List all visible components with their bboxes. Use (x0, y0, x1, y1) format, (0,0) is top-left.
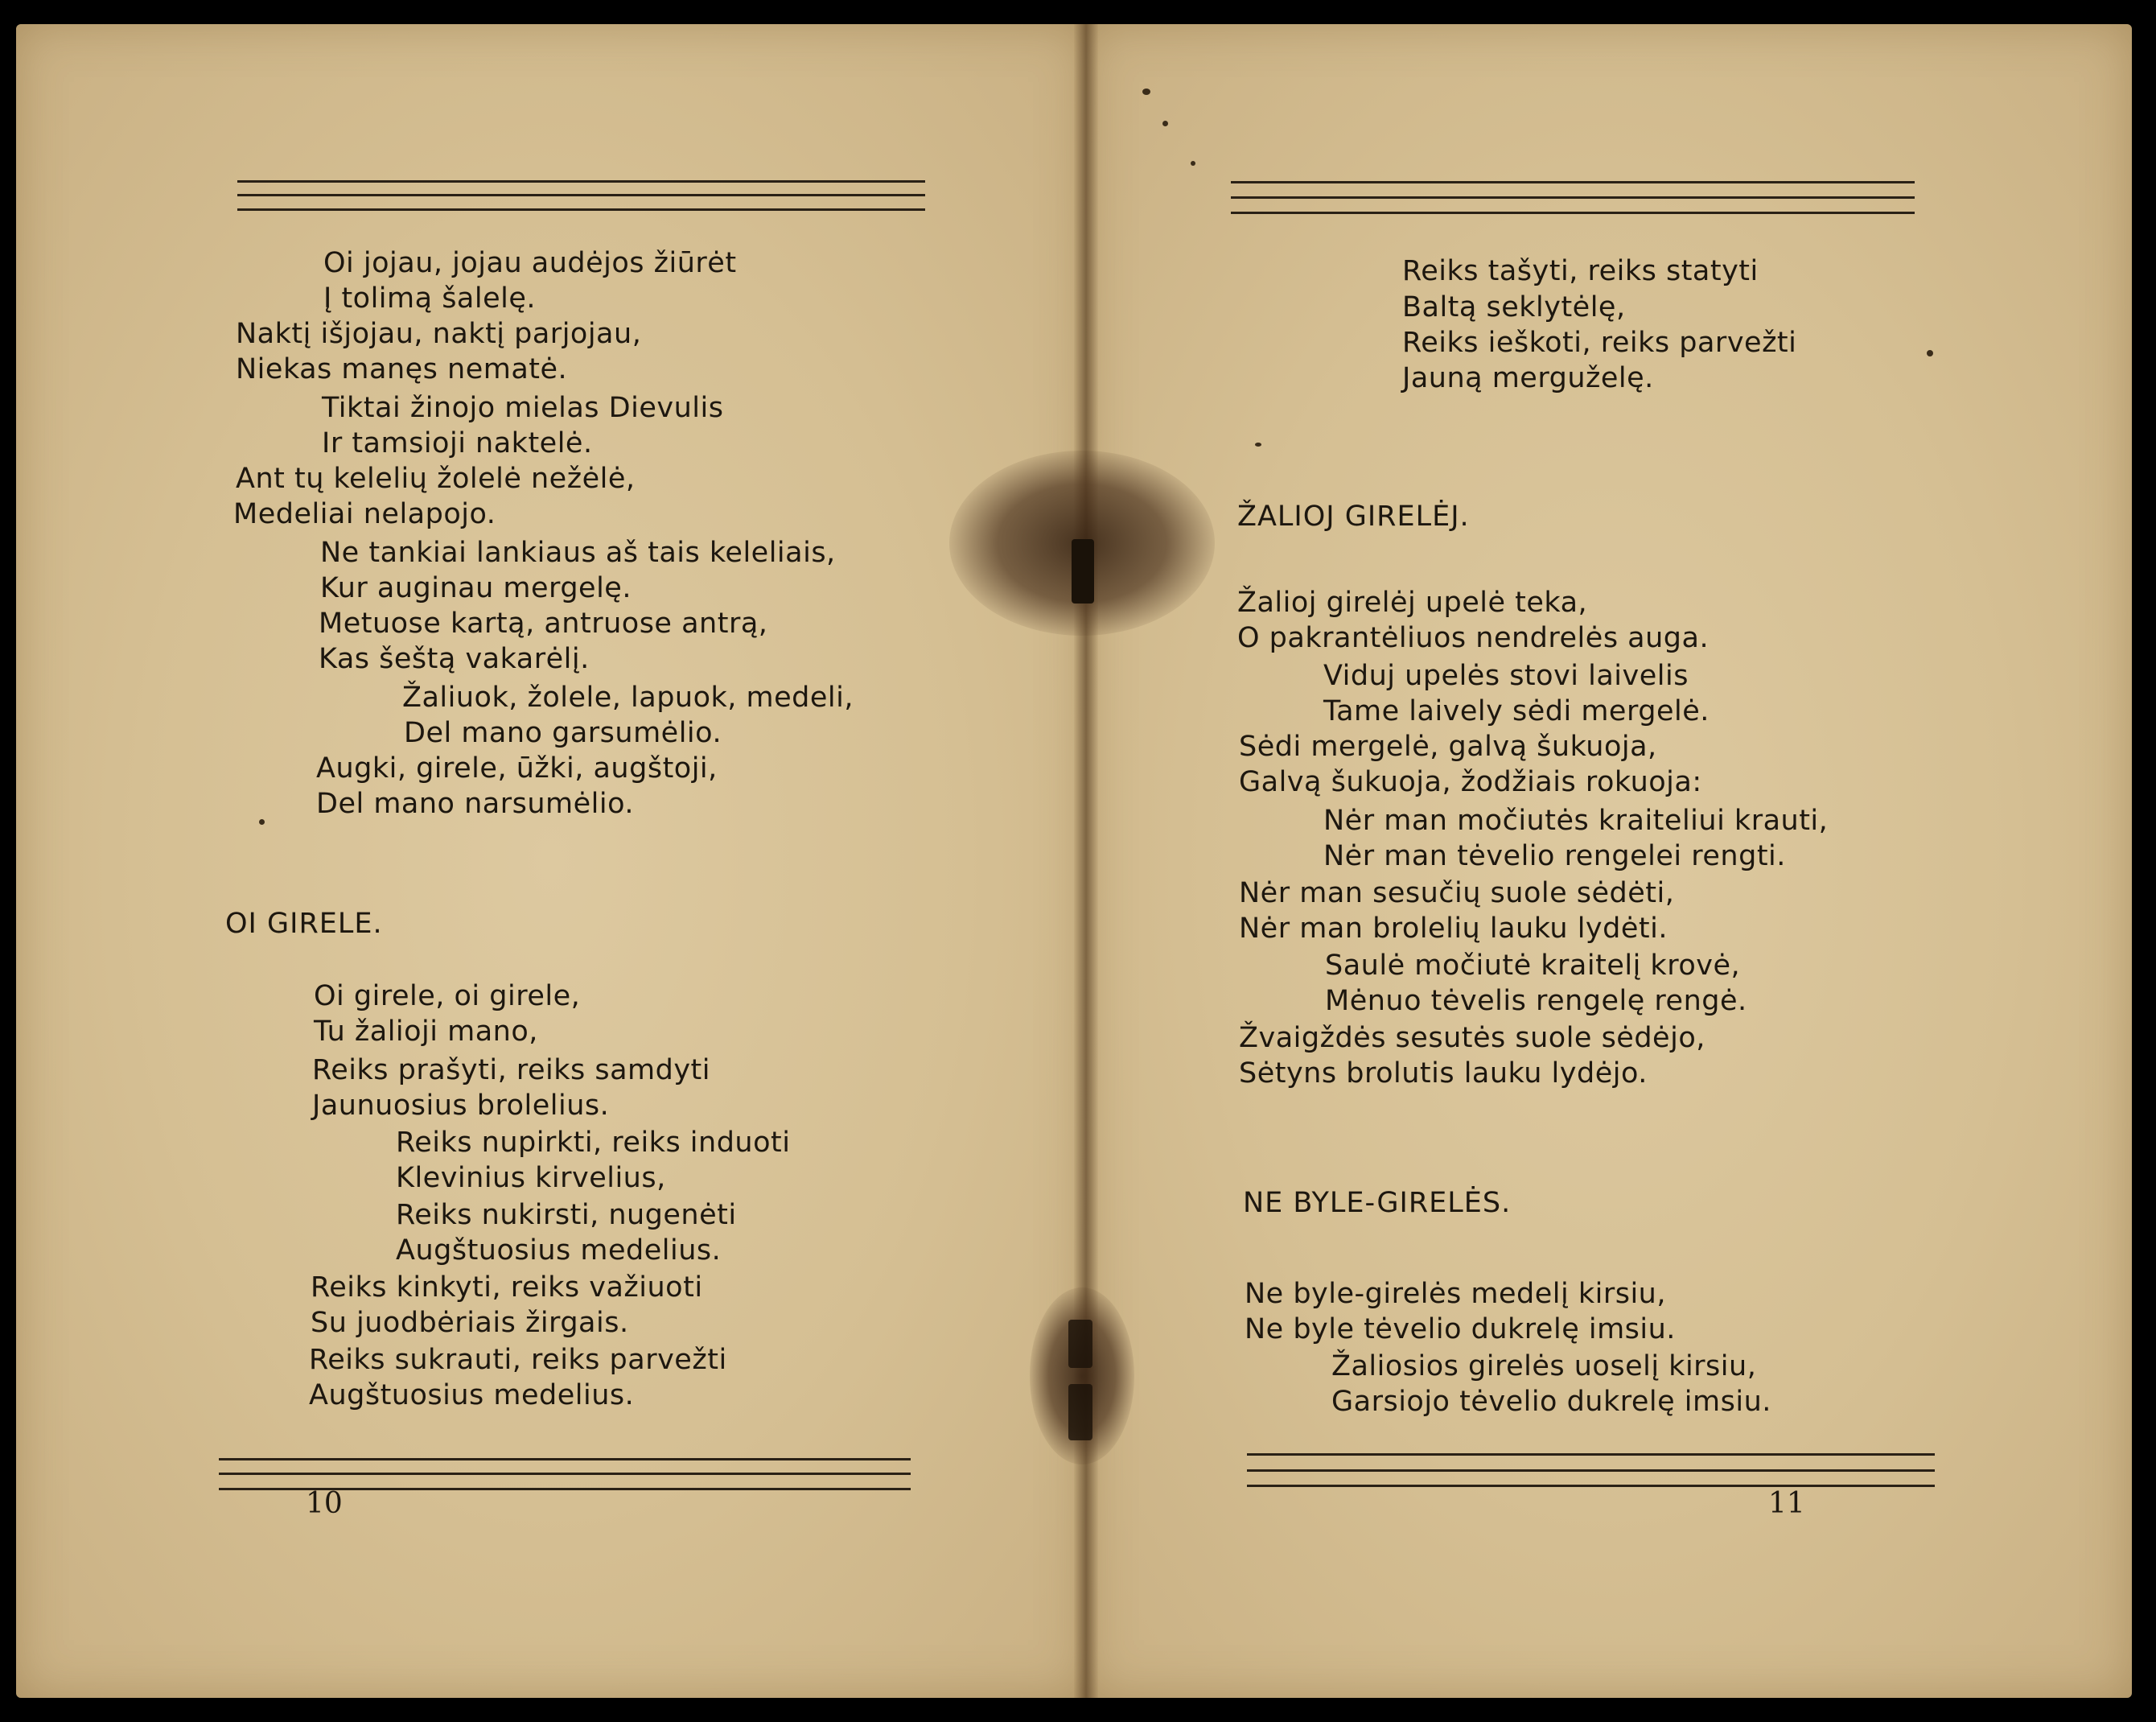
verse-line: Del mano narsumėlio. (316, 788, 635, 820)
verse-line: Augštuosius medelius. (396, 1234, 722, 1267)
speck (1142, 89, 1150, 95)
top-rule (237, 208, 925, 211)
verse-line: Baltą seklytėlę, (1402, 291, 1626, 323)
staple-top (1072, 539, 1094, 604)
top-rule (1231, 181, 1915, 183)
verse-line: Žvaigždės sesutės suole sėdėjo, (1239, 1022, 1705, 1054)
speck (1191, 161, 1195, 166)
top-rule (237, 194, 925, 196)
verse-line: Žaliosios girelės uoselį kirsiu, (1331, 1350, 1757, 1382)
verse-line: Reiks kinkyti, reiks važiuoti (311, 1271, 703, 1304)
speck (259, 819, 265, 825)
speck (1927, 350, 1933, 356)
poem-heading: NE BYLE-GIRELĖS. (1243, 1187, 1512, 1219)
bottom-rule (1247, 1485, 1935, 1487)
verse-line: Su juodbėriais žirgais. (311, 1307, 629, 1339)
verse-line: Nėr man brolelių lauku lydėti. (1239, 912, 1668, 945)
verse-line: Oi girele, oi girele, (314, 980, 581, 1012)
verse-line: Jaunuosius brolelius. (312, 1090, 610, 1122)
bottom-rule (1247, 1453, 1935, 1456)
verse-line: Nėr man močiutės kraiteliui krauti, (1323, 805, 1829, 837)
verse-line: Naktį išjojau, naktį parjojau, (236, 318, 642, 350)
verse-line: Mėnuo tėvelis rengelę rengė. (1325, 985, 1747, 1017)
staple-bottom-upper (1068, 1320, 1092, 1368)
bottom-rule (219, 1458, 911, 1460)
verse-line: Reiks sukrauti, reiks parvežti (309, 1344, 727, 1376)
poem-heading: ŽALIOJ GIRELĖJ. (1237, 501, 1470, 533)
verse-line: Tame laively sėdi mergelė. (1323, 695, 1710, 727)
top-rule (237, 180, 925, 183)
verse-line: Reiks tašyti, reiks statyti (1402, 255, 1759, 287)
verse-line: Saulė močiutė kraitelį krovė, (1325, 950, 1741, 982)
bottom-rule (1247, 1469, 1935, 1472)
verse-line: O pakrantėliuos nendrelės auga. (1237, 622, 1710, 654)
verse-line: Žalioj girelėj upelė teka, (1237, 587, 1588, 619)
verse-line: Metuose kartą, antruose antrą, (319, 608, 768, 640)
verse-line: Sėdi mergelė, galvą šukuoja, (1239, 731, 1657, 763)
page-number: 11 (1768, 1487, 1805, 1520)
verse-line: Nėr man tėvelio rengelei rengti. (1323, 840, 1786, 872)
verse-line: Klevinius kirvelius, (396, 1162, 666, 1194)
verse-line: Kur auginau mergelę. (320, 572, 632, 604)
verse-line: Tiktai žinojo mielas Dievulis (322, 392, 724, 424)
verse-line: Reiks ieškoti, reiks parvežti (1402, 327, 1797, 359)
staple-bottom-lower (1068, 1384, 1092, 1440)
verse-line: Sėtyns brolutis lauku lydėjo. (1239, 1057, 1648, 1090)
verse-line: Del mano garsumėlio. (404, 717, 722, 749)
verse-line: Viduj upelės stovi laivelis (1323, 660, 1689, 692)
verse-line: Jauną merguželę. (1402, 362, 1654, 394)
verse-line: Medeliai nelapojo. (233, 498, 496, 530)
verse-line: Augštuosius medelius. (309, 1379, 635, 1411)
bottom-rule (219, 1473, 911, 1475)
verse-line: Į tolimą šalelę. (323, 282, 537, 315)
speck (1162, 121, 1168, 126)
top-rule (1231, 212, 1915, 214)
verse-line: Galvą šukuoja, žodžiais rokuoja: (1239, 766, 1702, 798)
speck (1255, 443, 1261, 447)
verse-line: Kas šeštą vakarėlį. (319, 643, 590, 675)
verse-line: Ne byle-girelės medelį kirsiu, (1245, 1278, 1666, 1310)
verse-line: Reiks prašyti, reiks samdyti (312, 1054, 710, 1086)
verse-line: Ne byle tėvelio dukrelę imsiu. (1245, 1313, 1676, 1345)
verse-line: Reiks nupirkti, reiks induoti (396, 1127, 791, 1159)
verse-line: Reiks nukirsti, nugenėti (396, 1199, 737, 1231)
verse-line: Tu žalioji mano, (314, 1015, 538, 1048)
verse-line: Niekas manęs nematė. (236, 353, 568, 385)
page-number: 10 (306, 1487, 343, 1520)
top-rule (1231, 196, 1915, 199)
verse-line: Žaliuok, žolele, lapuok, medeli, (402, 682, 854, 714)
verse-line: Garsiojo tėvelio dukrelę imsiu. (1331, 1386, 1771, 1418)
verse-line: Ir tamsioji naktelė. (322, 427, 593, 459)
verse-line: Ne tankiai lankiaus aš tais keleliais, (320, 537, 836, 569)
verse-line: Augki, girele, ūžki, augštoji, (316, 752, 718, 785)
verse-line: Ant tų kelelių žolelė nežėlė, (236, 463, 636, 495)
verse-line: Oi jojau, jojau audėjos žiūrėt (323, 247, 737, 279)
verse-line: Nėr man sesučių suole sėdėti, (1239, 877, 1675, 909)
poem-heading: OI GIRELE. (225, 908, 383, 940)
